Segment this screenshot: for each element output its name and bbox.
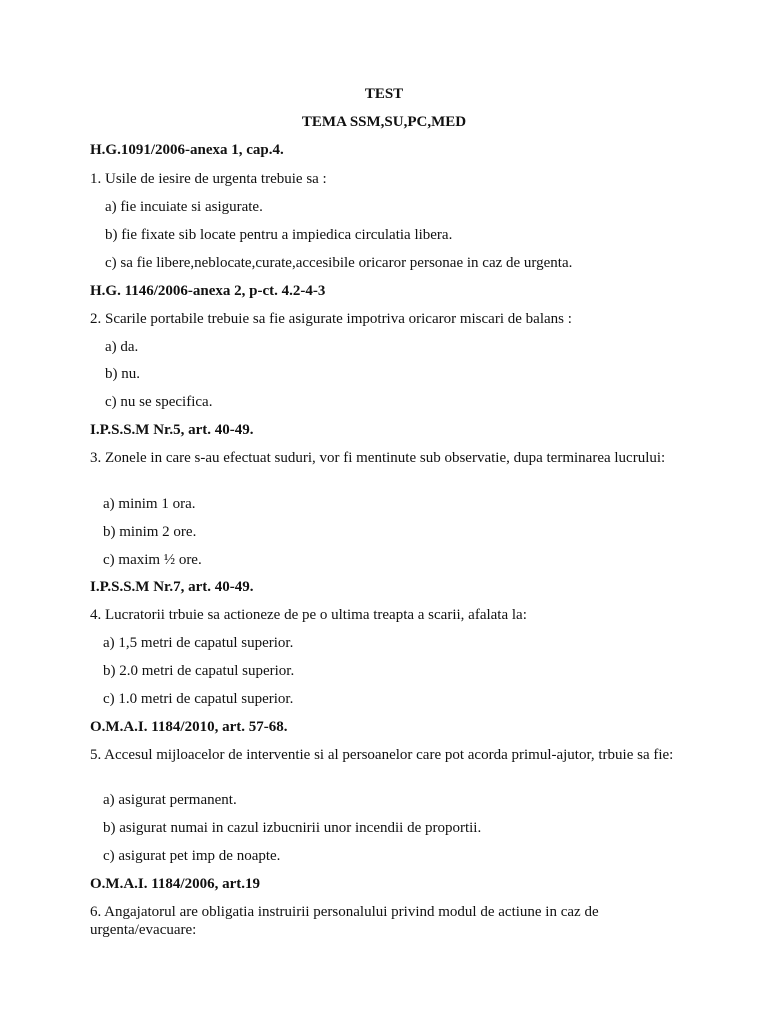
section-reference-3: I.P.S.S.M Nr.5, art. 40-49. xyxy=(90,422,254,438)
section-reference-2: H.G. 1146/2006-anexa 2, p-ct. 4.2-4-3 xyxy=(90,283,326,299)
document-subtitle: TEMA SSM,SU,PC,MED xyxy=(301,114,467,130)
question-1-option-c: c) sa fie libere,neblocate,curate,accesibile oricaror personae in caz de urgenta. xyxy=(105,255,573,271)
question-1-option-a: a) fie incuiate si asigurate. xyxy=(105,199,263,215)
section-reference-4: I.P.S.S.M Nr.7, art. 40-49. xyxy=(90,579,254,595)
section-reference-6: O.M.A.I. 1184/2006, art.19 xyxy=(90,876,260,892)
question-5-option-b: b) asigurat numai in cazul izbucnirii unor incendii de proportii. xyxy=(103,820,482,836)
question-2-option-a: a) da. xyxy=(105,339,139,355)
question-2-option-b: b) nu. xyxy=(105,366,140,382)
question-3-option-b: b) minim 2 ore. xyxy=(103,524,197,540)
question-3: 3. Zonele in care s-au efectuat suduri, vor fi mentinute sub observatie, dupa terminarea lucrului: xyxy=(90,450,666,466)
question-6: 6. Angajatorul are obligatia instruirii personalului privind modul de actiune in caz de urgenta/evacuare: xyxy=(90,904,599,938)
question-3-option-c: c) maxim ½ ore. xyxy=(103,552,202,568)
question-4: 4. Lucratorii trbuie sa actioneze de pe o ultima treapta a scarii, afalata la: xyxy=(90,607,527,623)
section-reference-5: O.M.A.I. 1184/2010, art. 57-68. xyxy=(90,719,288,735)
question-5: 5. Accesul mijloacelor de interventie si al persoanelor care pot acorda primul-ajutor, trbuie sa fie: xyxy=(90,747,674,763)
question-4-option-a: a) 1,5 metri de capatul superior. xyxy=(103,635,294,651)
question-5-option-a: a) asigurat permanent. xyxy=(103,792,237,808)
question-3-option-a: a) minim 1 ora. xyxy=(103,496,196,512)
question-1-option-b: b) fie fixate sib locate pentru a impiedica circulatia libera. xyxy=(105,227,453,243)
question-1: 1. Usile de iesire de urgenta trebuie sa : xyxy=(90,171,327,187)
document-title: TEST xyxy=(364,86,404,102)
question-5-option-c: c) asigurat pet imp de noapte. xyxy=(103,848,281,864)
question-4-option-c: c) 1.0 metri de capatul superior. xyxy=(103,691,294,707)
section-reference-1: H.G.1091/2006-anexa 1, cap.4. xyxy=(90,142,284,158)
question-2-option-c: c) nu se specifica. xyxy=(105,394,213,410)
question-2: 2. Scarile portabile trebuie sa fie asigurate impotriva oricaror miscari de balans : xyxy=(90,311,572,327)
question-4-option-b: b) 2.0 metri de capatul superior. xyxy=(103,663,295,679)
